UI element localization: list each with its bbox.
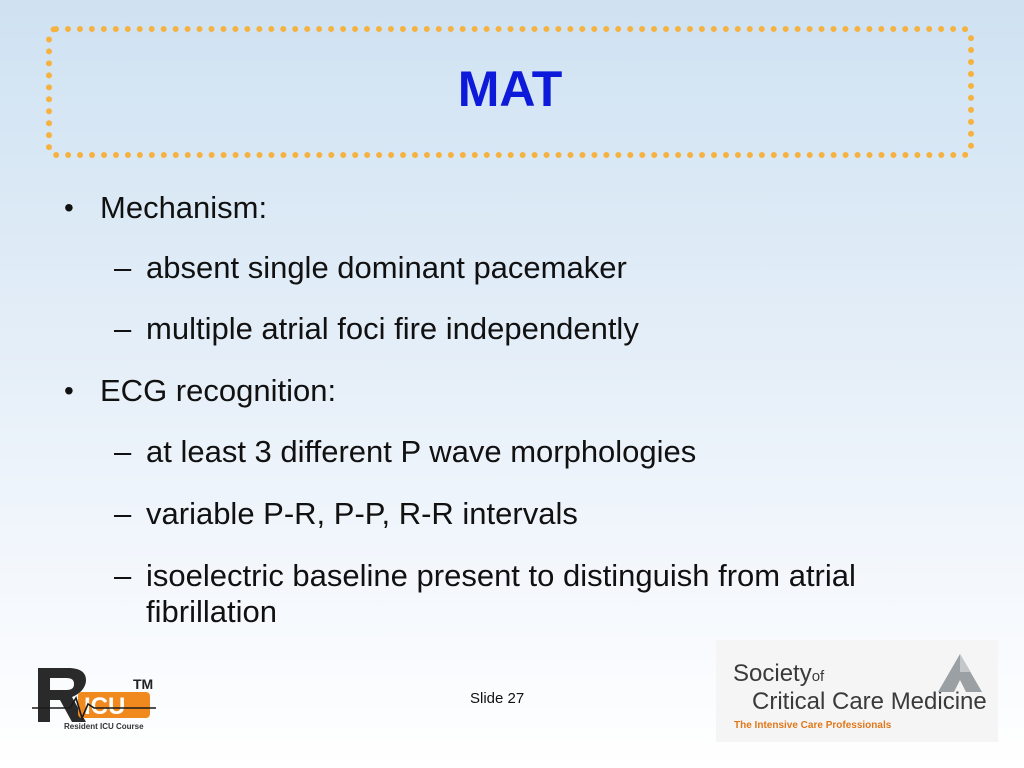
dash-glyph: – [114,250,132,285]
sccm-name: Critical Care Medicine [752,688,987,715]
dash-glyph: – [114,434,132,469]
sub-bullet: multiple atrial foci fire independently [146,311,639,346]
sub-bullet: isoelectric baseline present to distinguish from atrial fibrillation [146,558,856,629]
sub-bullet: at least 3 different P wave morphologies [146,434,697,469]
bullet-glyph: • [64,192,74,223]
sccm-of: of [811,668,825,685]
dash-glyph: – [114,558,132,593]
bullet-ecg-recognition: ECG recognition: [100,373,337,408]
trademark-mark: TM [133,676,154,692]
sccm-triangle-icon [936,652,984,694]
slide-number: Slide 27 [470,690,525,707]
sccm-society-text [733,660,824,688]
bullet-glyph: • [64,375,74,406]
sccm-society: Society [733,660,812,687]
bullet-mechanism: Mechanism: [100,190,268,225]
svg-text:ICU: ICU [84,693,126,720]
ricu-subtitle: Resident ICU Course [64,722,144,731]
sub-bullet: absent single dominant pacemaker [146,250,627,285]
dash-glyph: – [114,311,132,346]
sccm-tagline: The Intensive Care Professionals [734,720,892,731]
sub-bullet: variable P-R, P-P, R-R intervals [146,496,578,531]
slide-title: MAT [457,61,563,117]
dash-glyph: – [114,496,132,531]
